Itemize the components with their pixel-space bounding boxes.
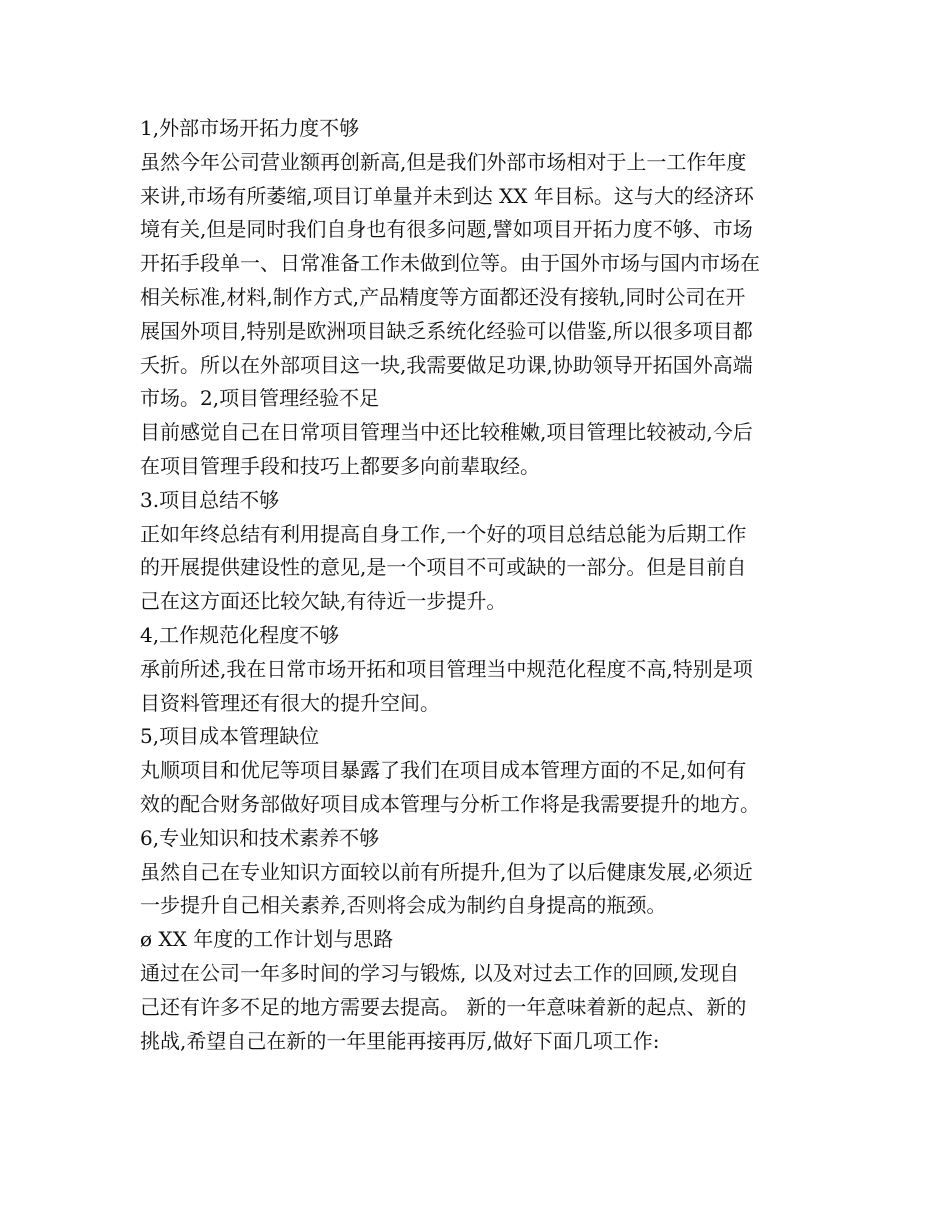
paragraph-line: 虽然今年公司营业额再创新高,但是我们外部市场相对于上一工作年度 (140, 149, 747, 174)
paragraph-line: 目资料管理还有很大的提升空间。 (140, 690, 440, 715)
paragraph-line: 在项目管理手段和技巧上都要多向前辈取经。 (140, 453, 540, 478)
paragraph-line: 来讲,市场有所萎缩,项目订单量并未到达 XX 年目标。这与大的经济环 (140, 183, 754, 208)
paragraph-line: 相关标准,材料,制作方式,产品精度等方面都还没有接轨,同时公司在开 (140, 284, 746, 309)
paragraph-line: 市场。2,项目管理经验不足 (140, 386, 380, 411)
heading-cost-management: 5,项目成本管理缺位 (140, 724, 320, 749)
paragraph-line: 己还有许多不足的地方需要去提高。 新的一年意味着新的起点、新的 (140, 994, 747, 1019)
paragraph-line: 一步提升自己相关素养,否则将会成为制约自身提高的瓶颈。 (140, 893, 667, 918)
heading-standardization: 4,工作规范化程度不够 (140, 622, 340, 647)
heading-external-market: 1,外部市场开拓力度不够 (140, 116, 360, 140)
heading-work-plan: ø XX 年度的工作计划与思路 (140, 927, 394, 952)
paragraph-line: 夭折。所以在外部项目这一块,我需要做足功课,协助领导开拓国外高端 (140, 352, 753, 377)
paragraph-line: 展国外项目,特别是欧洲项目缺乏系统化经验可以借鉴,所以很多项目都 (140, 318, 753, 343)
paragraph-line: 虽然自己在专业知识方面较以前有所提升,但为了以后健康发展,必须近 (140, 859, 753, 884)
paragraph-line: 目前感觉自己在日常项目管理当中还比较稚嫩,项目管理比较被动,今后 (140, 420, 753, 445)
paragraph-line: 通过在公司一年多时间的学习与锻炼, 以及对过去工作的回顾,发现自 (140, 960, 740, 985)
paragraph-line: 开拓手段单一、日常准备工作未做到位等。由于国外市场与国内市场在 (140, 251, 760, 276)
paragraph-line: 的开展提供建设性的意见,是一个项目不可或缺的一部分。但是目前自 (140, 555, 747, 580)
paragraph-line: 效的配合财务部做好项目成本管理与分析工作将是我需要提升的地方。 (140, 791, 760, 816)
heading-project-summary: 3.项目总结不够 (140, 487, 280, 512)
document-body (140, 112, 820, 1058)
paragraph-line: 丸顺项目和优尼等项目暴露了我们在项目成本管理方面的不足,如何有 (140, 758, 747, 783)
paragraph-line: 己在这方面还比较欠缺,有待近一步提升。 (140, 589, 507, 614)
paragraph-line: 境有关,但是同时我们自身也有很多问题,譬如项目开拓力度不够、市场 (140, 217, 753, 242)
paragraph-line: 正如年终总结有利用提高自身工作,一个好的项目总结总能为后期工作 (140, 521, 747, 546)
heading-professional-knowledge: 6,专业知识和技术素养不够 (140, 825, 380, 850)
paragraph-line: 承前所述,我在日常市场开拓和项目管理当中规范化程度不高,特别是项 (140, 656, 753, 681)
paragraph-line: 挑战,希望自己在新的一年里能再接再厉,做好下面几项工作: (140, 1028, 660, 1053)
